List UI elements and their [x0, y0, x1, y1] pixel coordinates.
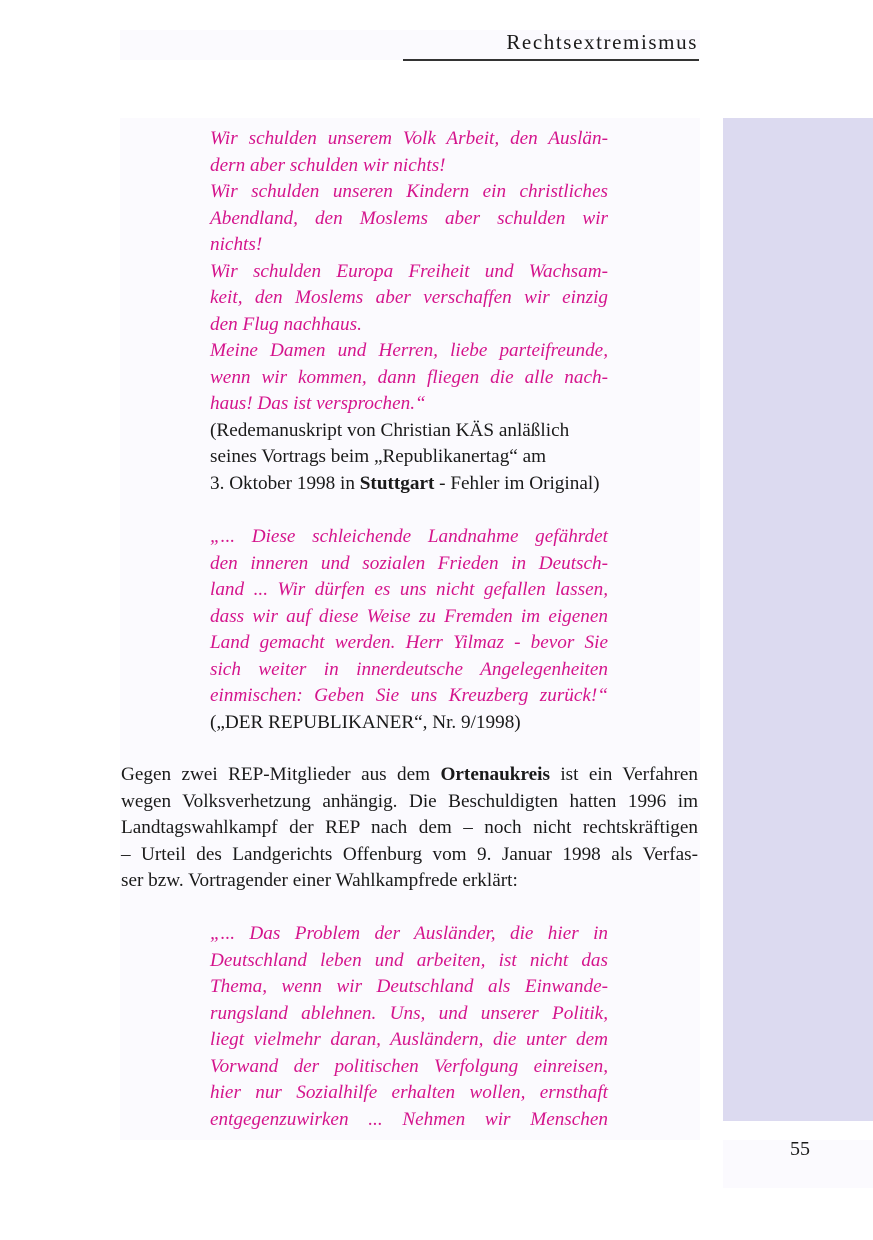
- paragraph-line: Gegen zwei REP-Mitglieder aus dem Ortenaukreis ist ein Verfahren: [121, 764, 698, 785]
- quote-line: land ... Wir dürfen es uns nicht gefallen lassen,: [210, 579, 608, 600]
- quote-line: den Flug nachhaus.: [210, 313, 362, 335]
- quote-line: wenn wir kommen, dann fliegen die alle nach-: [210, 366, 608, 388]
- quote-line: Wir schulden Europa Freiheit und Wachsam-: [210, 260, 608, 282]
- paragraph-line: wegen Volksverhetzung anhängig. Die Beschuldigten hatten 1996 im: [121, 790, 698, 812]
- quote-block-3: [210, 921, 608, 1133]
- page-number: 55: [790, 1138, 810, 1160]
- quote-line: keit, den Moslems aber verschaffen wir einzig: [210, 287, 608, 308]
- quote-source: (Redemanuskript von Christian KÄS anläßlich: [210, 419, 570, 441]
- quote-line: einmischen: Geben Sie uns Kreuzberg zurück!“: [210, 685, 608, 706]
- quote-line: Abendland, den Moslems aber schulden wir: [210, 207, 608, 229]
- quote-line: „... Diese schleichende Landnahme gefährdet: [210, 526, 608, 547]
- margin-sidebar: [723, 118, 873, 1121]
- quote-line: dern aber schulden wir nichts!: [210, 154, 446, 176]
- quote-line: haus! Das ist versprochen.“: [210, 393, 426, 414]
- quote-line: den inneren und sozialen Frieden in Deutsch-: [210, 552, 608, 574]
- quote-source: 3. Oktober 1998 in Stuttgart - Fehler im Original): [210, 472, 600, 494]
- paragraph-line: – Urteil des Landgerichts Offenburg vom 9. Januar 1998 als Verfas-: [121, 843, 698, 865]
- quote-line: Vorwand der politischen Verfolgung einreisen,: [210, 1055, 608, 1077]
- quote-line: Meine Damen und Herren, liebe parteifreunde,: [210, 340, 608, 361]
- bold-place-name: Ortenaukreis: [440, 764, 550, 785]
- quote-line: hier nur Sozialhilfe erhalten wollen, ernsthaft: [210, 1082, 608, 1103]
- paragraph-line: Landtagswahlkampf der REP nach dem – noch nicht rechtskräftigen: [121, 817, 698, 838]
- quote-line: „... Das Problem der Ausländer, die hier in: [210, 923, 608, 944]
- running-head: Rechtsextremismus: [506, 30, 698, 54]
- quote-line: liegt vielmehr daran, Ausländern, die unter dem: [210, 1029, 608, 1050]
- quote-line: Deutschland leben und arbeiten, ist nicht das: [210, 949, 608, 971]
- paragraph-line: ser bzw. Vortragender einer Wahlkampfrede erklärt:: [121, 870, 518, 891]
- quote-source: („DER REPUBLIKANER“, Nr. 9/1998): [210, 711, 521, 733]
- quote-line: sich weiter in innerdeutsche Angelegenheiten: [210, 658, 608, 680]
- quote-block-2: [210, 524, 608, 736]
- quote-source: seines Vortrags beim „Republikanertag“ am: [210, 446, 547, 467]
- quote-line: Wir schulden unserem Volk Arbeit, den Auslän-: [210, 128, 608, 149]
- quote-line: dass wir auf diese Weise zu Fremden im eigenen: [210, 605, 608, 627]
- quote-line: entgegenzuwirken ... Nehmen wir Menschen: [210, 1108, 608, 1130]
- quote-line: rungsland ablehnen. Uns, und unserer Politik,: [210, 1002, 608, 1024]
- quote-line: nichts!: [210, 234, 263, 255]
- quote-line: Land gemacht werden. Herr Yilmaz - bevor Sie: [210, 632, 608, 653]
- header-rule: [403, 59, 699, 61]
- quote-line: Wir schulden unseren Kindern ein christliches: [210, 181, 608, 202]
- bold-place-name: Stuttgart: [359, 472, 435, 494]
- quote-line: Thema, wenn wir Deutschland als Einwande-: [210, 976, 608, 997]
- quote-block-1: [210, 126, 608, 497]
- body-paragraph: [121, 762, 698, 895]
